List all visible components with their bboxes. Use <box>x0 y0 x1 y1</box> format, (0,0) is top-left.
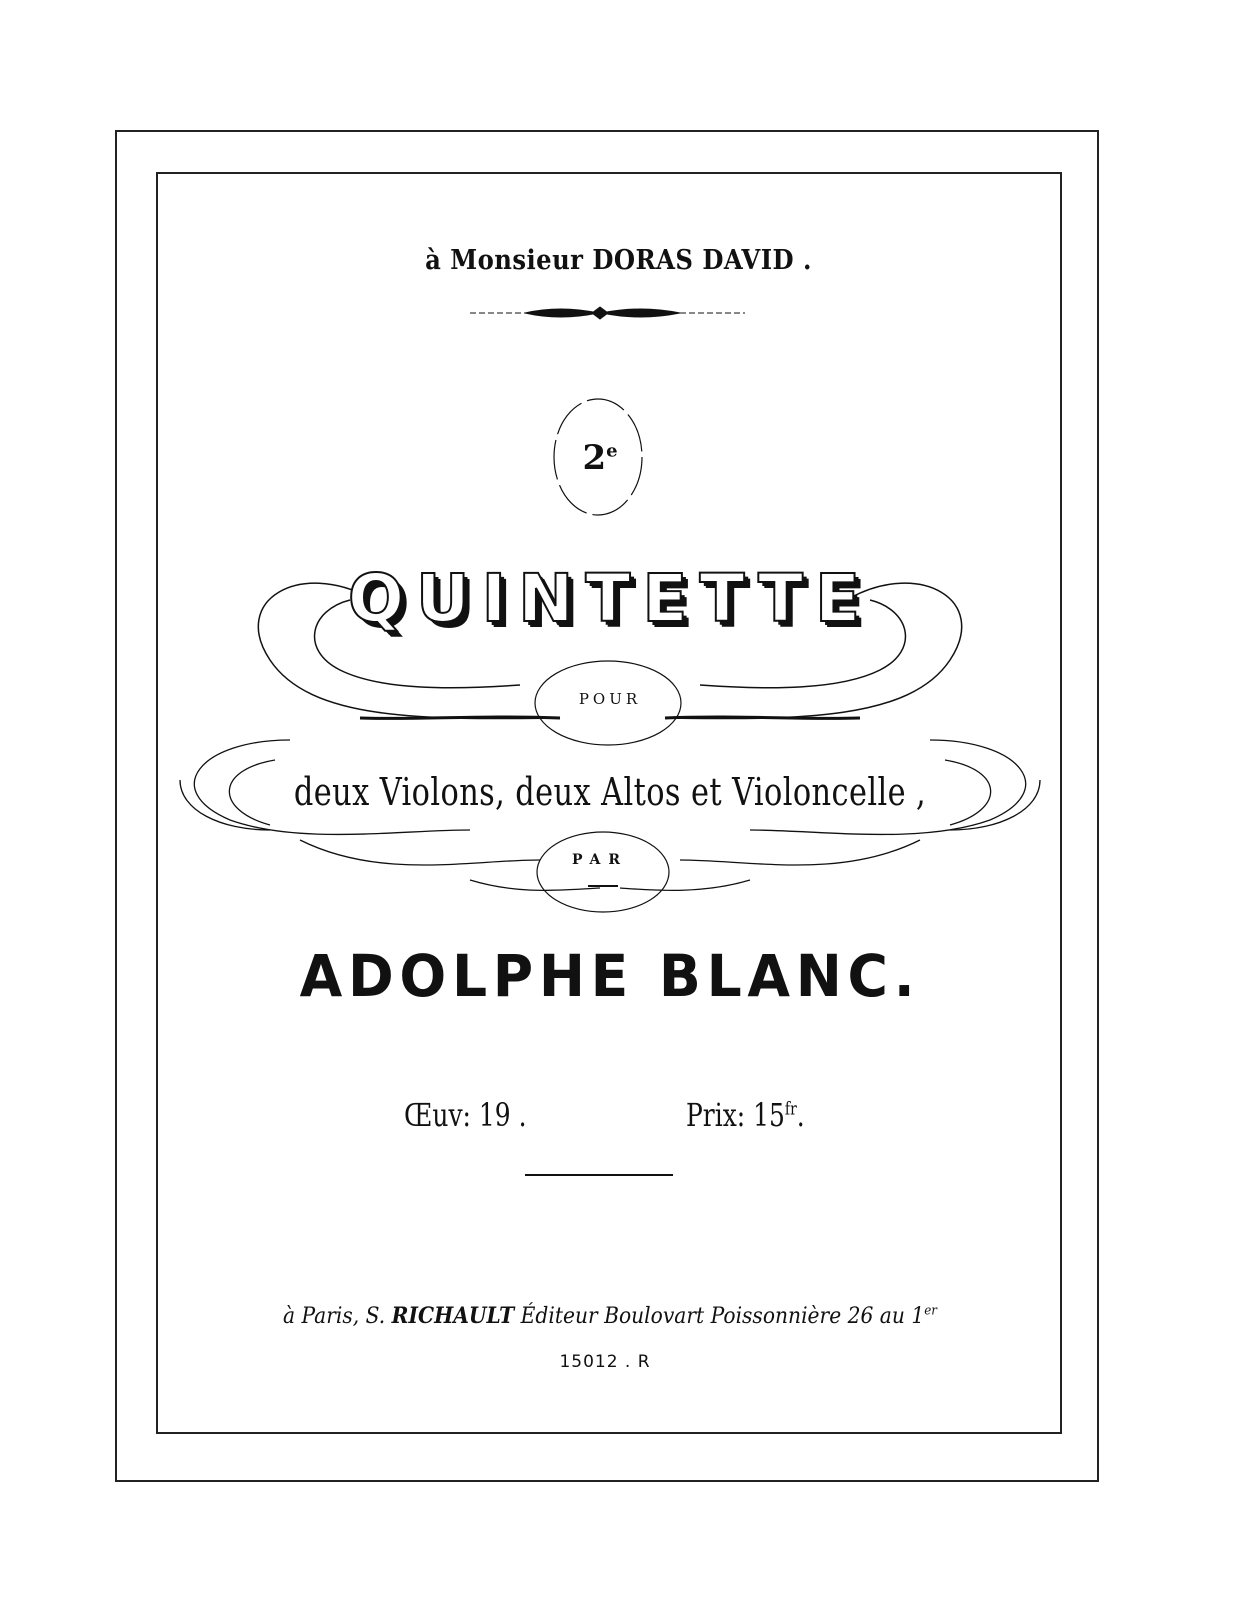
publisher-address: Éditeur Boulovart Poissonnière 26 au 1 <box>514 1304 925 1329</box>
publisher-floor-sup: er <box>924 1303 938 1319</box>
number-text: 2 <box>582 438 607 478</box>
price-text: Prix: 15 <box>686 1096 785 1134</box>
price-suffix: . <box>796 1096 805 1134</box>
instrumentation: deux Violons, deux Altos et Violoncelle , <box>293 770 927 814</box>
divider-ornament <box>470 307 745 319</box>
publisher-line <box>49 1303 1171 1329</box>
number-suffix: e <box>606 440 618 462</box>
opus-number: Œuv: 19 . <box>404 1096 527 1134</box>
par-oval <box>537 832 669 912</box>
publisher-name: RICHAULT <box>391 1303 515 1329</box>
publisher-prefix: à Paris, S. <box>282 1304 392 1329</box>
price <box>686 1096 805 1134</box>
dedication: à Monsieur DORAS DAVID . <box>425 245 812 276</box>
pour-label: POUR <box>578 690 642 708</box>
par-label: PAR <box>571 852 628 868</box>
composer-name: ADOLPHE BLANC. <box>299 942 921 1010</box>
price-unit: fr <box>784 1098 797 1120</box>
page-title: QUINTETTE <box>347 560 873 637</box>
quintet-number <box>0 438 1200 478</box>
plate-number: 15012 . R <box>559 1352 651 1372</box>
